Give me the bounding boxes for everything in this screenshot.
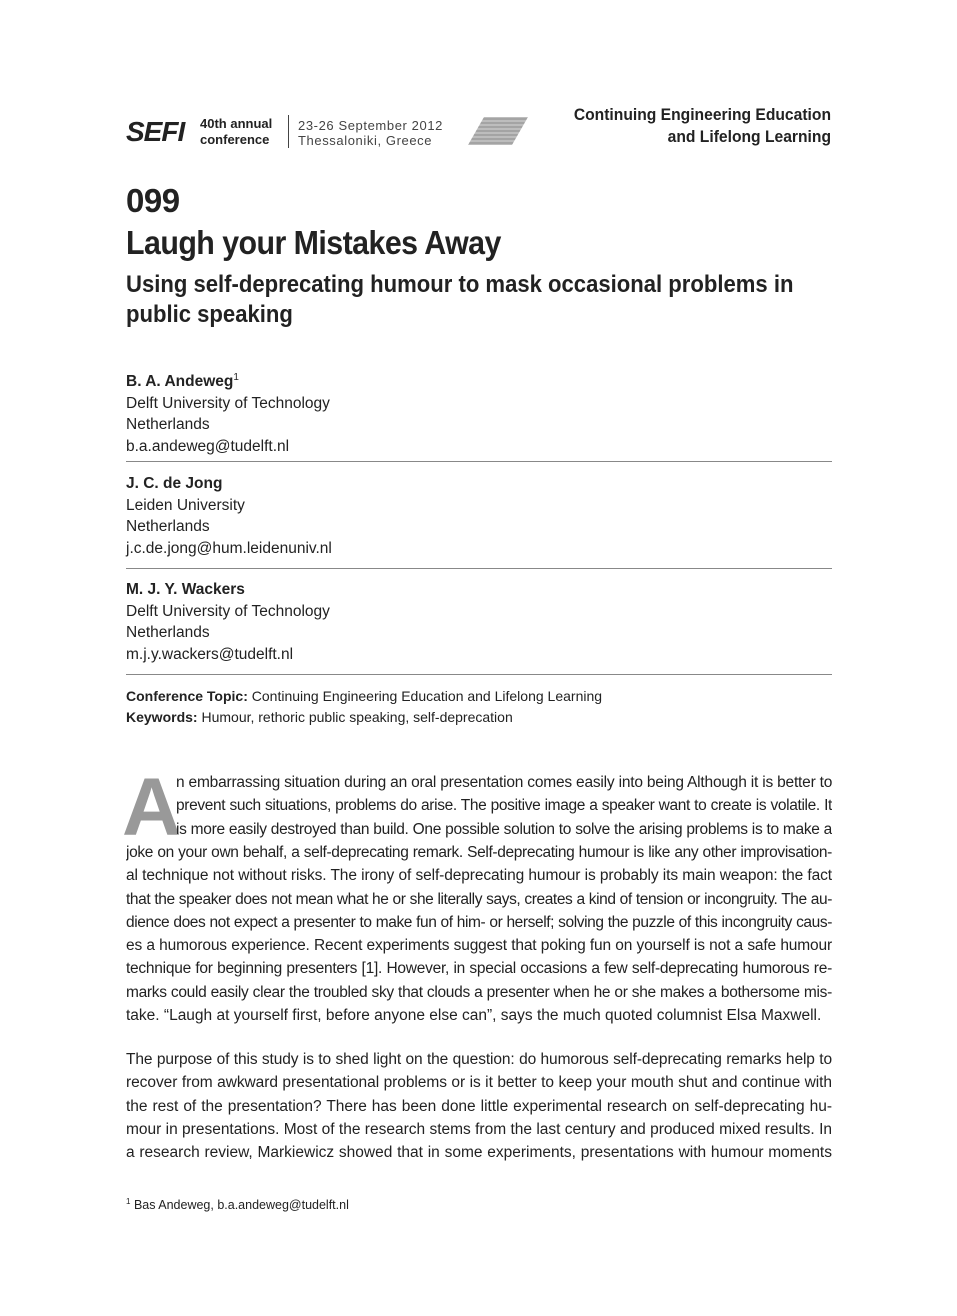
footnote-text: Bas Andeweg, b.a.andeweg@tudelft.nl	[133, 1198, 349, 1213]
body-line: that the speaker does not mean what he or she literally says, creates a kind of tension or incongruity. The au-	[126, 890, 832, 908]
author-divider	[126, 568, 832, 569]
body-line: technique for beginning presenters [1]. However, in special occasions a few self-deprecating humorous re-	[126, 960, 832, 978]
author-name	[126, 367, 832, 393]
author-name: M. J. Y. Wackers	[126, 581, 245, 598]
author-country: Netherlands	[126, 518, 210, 535]
body-line: mour in presentations. Most of the research stems from the last century and produced mixed results. In	[126, 1120, 832, 1138]
body-line: n embarrassing situation during an oral presentation comes easily into being Although it is better to	[176, 774, 832, 791]
body-line: joke on your own behalf, a self-deprecating remark. Self-deprecating humour is like any other improvisation-	[126, 843, 832, 861]
author-affiliation: Leiden University	[126, 496, 245, 514]
body-line: the rest of the presentation? There has been done little experimental research on self-deprecating hu-	[126, 1097, 832, 1115]
author-divider	[126, 674, 832, 675]
author-block	[126, 579, 832, 665]
conference-label: conference	[200, 132, 270, 147]
author-email[interactable]: m.j.y.wackers@tudelft.nl	[126, 645, 294, 663]
conference-annual	[200, 116, 272, 132]
author-affiliation: Delft University of Technology	[126, 602, 330, 620]
body-line: al technique not without risks. The irony of self-deprecating humour is probably its main weapon: the fact	[126, 867, 832, 885]
author-name-text: B. A. Andeweg	[126, 373, 234, 391]
body-line: prevent such situations, problems do arise. The positive image a speaker want to create is volatile. It	[176, 797, 832, 815]
body-line: marks could easily clear the troubled sky that clouds a presenter when he or she makes a bothersome mis-	[126, 983, 832, 1001]
author-affiliation: Delft University of Technology	[126, 394, 330, 412]
paper-title: Laugh your Mistakes Away	[126, 224, 501, 261]
author-divider	[126, 461, 832, 462]
author-block	[126, 473, 832, 559]
keywords-value: Humour, rethoric public speaking, self-deprecation	[201, 709, 513, 725]
conference-annual-text: 40th annual	[200, 116, 273, 131]
sefi-logo	[126, 116, 190, 146]
author-country: Netherlands	[126, 624, 210, 641]
body-line: a research review, Markiewicz showed that in some experiments, presentations with humour moments	[126, 1144, 832, 1162]
paper-subtitle: Using self-deprecating humour to mask occasional problems in public speaking	[126, 271, 794, 328]
body-line: dience does not expect a presenter to make fun of him- or herself; solving the puzzle of this incongruity caus-	[126, 913, 832, 931]
body-line: es a humorous experience. Recent experiments suggest that poking fun on yourself is not a safe humour	[126, 937, 832, 955]
footnote-marker: 1	[126, 1197, 131, 1206]
drop-cap: A	[122, 762, 182, 853]
footnote-marker: 1	[233, 372, 239, 383]
paper-number: 099	[126, 182, 180, 219]
author-name: J. C. de Jong	[126, 475, 223, 492]
header-divider	[288, 115, 289, 148]
footnote	[126, 1197, 349, 1212]
body-line: recover from awkward presentational problems or is it better to keep your mouth shut and continue with	[126, 1074, 832, 1092]
track-line-1: Continuing Engineering Education	[573, 105, 831, 124]
conference-topic	[126, 686, 832, 707]
author-country: Netherlands	[126, 416, 210, 434]
conference-track	[527, 104, 831, 148]
conference-dates: 23-26 September 2012	[298, 118, 443, 133]
stripe-graphic	[468, 117, 528, 145]
keywords	[126, 707, 832, 728]
body-line: take. “Laugh at yourself first, before anyone else can”, says the much quoted columnist Elsa Maxwell.	[126, 1007, 822, 1024]
body-line: The purpose of this study is to shed light on the question: do humorous self-deprecating remarks help to	[126, 1051, 832, 1068]
conference-location: Thessaloniki, Greece	[298, 133, 433, 148]
topic-label: Conference Topic:	[126, 688, 248, 704]
keywords-label: Keywords:	[126, 709, 198, 725]
track-line-2: and Lifelong Learning	[667, 127, 831, 146]
svg-text:SEFI: SEFI	[126, 116, 185, 146]
author-email[interactable]: j.c.de.jong@hum.leidenuniv.nl	[126, 539, 332, 557]
body-line: is more easily destroyed than build. One possible solution to solve the arising problems is to make a	[176, 820, 832, 838]
topic-value: Continuing Engineering Education and Lifelong Learning	[251, 688, 603, 704]
author-block	[126, 367, 832, 457]
author-email[interactable]: b.a.andeweg@tudelft.nl	[126, 437, 290, 455]
